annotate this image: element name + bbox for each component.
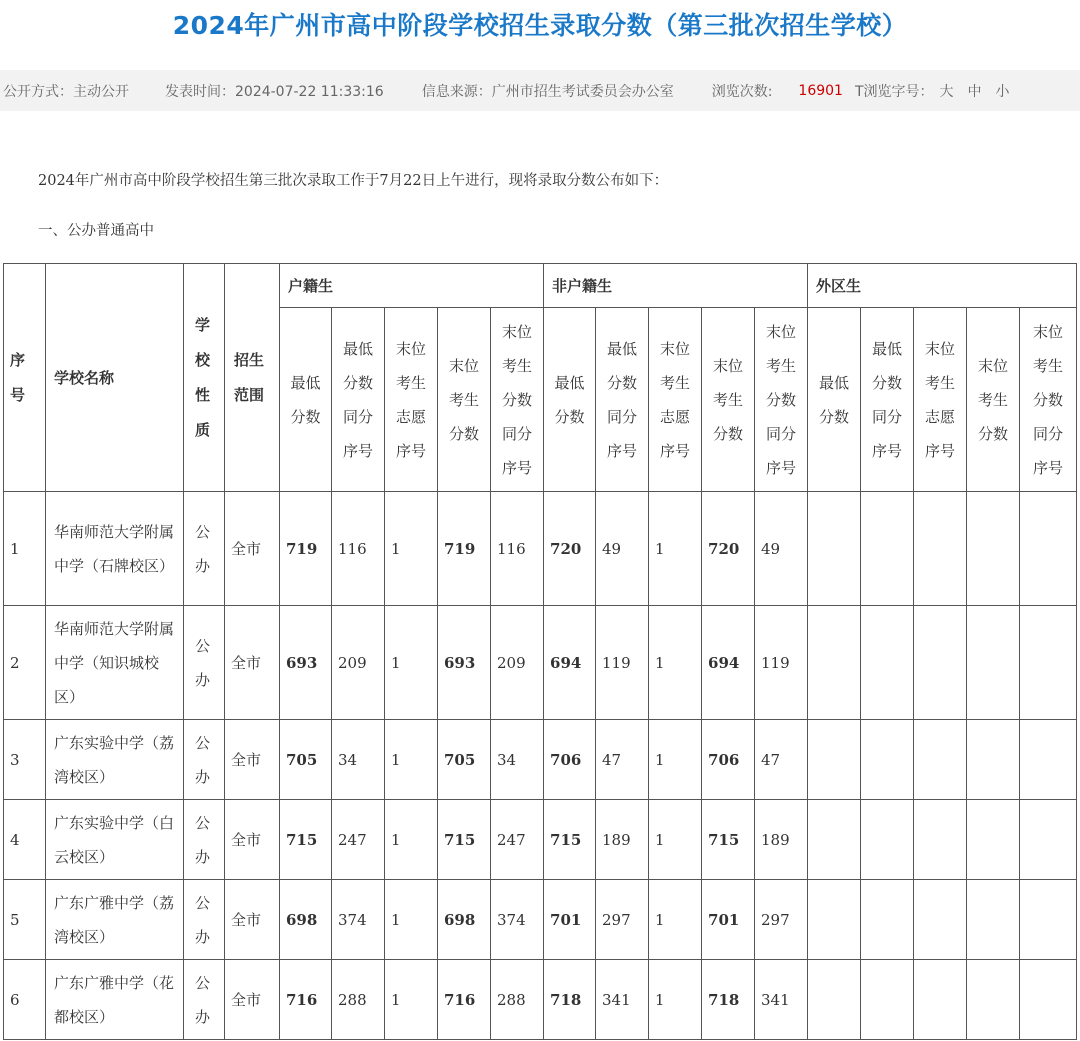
cell-out-district-3 bbox=[914, 800, 967, 880]
cell-scope: 全市 bbox=[225, 960, 280, 1040]
subheader-hukou-5: 末位考生分数同分序号 bbox=[491, 308, 544, 492]
cell-out-district-5 bbox=[1020, 960, 1077, 1040]
cell-scope: 全市 bbox=[225, 720, 280, 800]
publish-time: 发表时间：2024-07-22 11:33:16 bbox=[165, 83, 384, 100]
header-seq: 序号 bbox=[4, 264, 46, 492]
cell-non-hukou-1: 694 bbox=[544, 606, 596, 720]
cell-out-district-2 bbox=[861, 492, 914, 606]
subheader-out-district-4: 末位考生分数 bbox=[967, 308, 1020, 492]
disclosure-method: 公开方式：主动公开 bbox=[3, 83, 129, 100]
subheader-non-hukou-3: 末位考生志愿序号 bbox=[649, 308, 702, 492]
cell-non-hukou-1: 701 bbox=[544, 880, 596, 960]
cell-out-district-4 bbox=[967, 606, 1020, 720]
subheader-out-district-1: 最低分数 bbox=[808, 308, 861, 492]
cell-out-district-2 bbox=[861, 800, 914, 880]
cell-non-hukou-3: 1 bbox=[649, 606, 702, 720]
cell-out-district-5 bbox=[1020, 606, 1077, 720]
cell-out-district-1 bbox=[808, 720, 861, 800]
cell-non-hukou-4: 718 bbox=[702, 960, 755, 1040]
cell-hukou-5: 374 bbox=[491, 880, 544, 960]
cell-seq: 5 bbox=[4, 880, 46, 960]
group-header-hukou: 户籍生 bbox=[280, 264, 544, 308]
cell-school-name: 华南师范大学附属中学（石牌校区） bbox=[46, 492, 184, 606]
cell-hukou-5: 116 bbox=[491, 492, 544, 606]
info-source: 信息来源：广州市招生考试委员会办公室 bbox=[421, 83, 674, 100]
cell-non-hukou-5: 47 bbox=[755, 720, 808, 800]
cell-out-district-1 bbox=[808, 800, 861, 880]
table-row bbox=[4, 492, 1077, 606]
cell-scope: 全市 bbox=[225, 880, 280, 960]
cell-hukou-3: 1 bbox=[385, 960, 438, 1040]
cell-scope: 全市 bbox=[225, 800, 280, 880]
header-scope: 招生范围 bbox=[225, 264, 280, 492]
cell-school-nature: 公办 bbox=[184, 800, 225, 880]
cell-hukou-3: 1 bbox=[385, 880, 438, 960]
subheader-non-hukou-1: 最低分数 bbox=[544, 308, 596, 492]
font-size-label: T浏览字号： bbox=[854, 83, 934, 100]
table-row bbox=[4, 960, 1077, 1040]
cell-school-name: 广东实验中学（白云校区） bbox=[46, 800, 184, 880]
cell-school-name: 广东广雅中学（荔湾校区） bbox=[46, 880, 184, 960]
cell-seq: 3 bbox=[4, 720, 46, 800]
cell-out-district-3 bbox=[914, 880, 967, 960]
article-meta-bar bbox=[0, 70, 1080, 111]
cell-hukou-2: 116 bbox=[332, 492, 385, 606]
cell-hukou-3: 1 bbox=[385, 492, 438, 606]
cell-out-district-5 bbox=[1020, 880, 1077, 960]
cell-school-nature: 公办 bbox=[184, 880, 225, 960]
cell-hukou-5: 288 bbox=[491, 960, 544, 1040]
cell-non-hukou-4: 715 bbox=[702, 800, 755, 880]
cell-hukou-2: 374 bbox=[332, 880, 385, 960]
cell-out-district-4 bbox=[967, 720, 1020, 800]
cell-hukou-1: 705 bbox=[280, 720, 332, 800]
cell-non-hukou-2: 49 bbox=[596, 492, 649, 606]
cell-non-hukou-2: 189 bbox=[596, 800, 649, 880]
header-school-nature: 学校性质 bbox=[184, 264, 225, 492]
cell-non-hukou-1: 715 bbox=[544, 800, 596, 880]
cell-out-district-5 bbox=[1020, 492, 1077, 606]
cell-non-hukou-4: 720 bbox=[702, 492, 755, 606]
subheader-hukou-3: 末位考生志愿序号 bbox=[385, 308, 438, 492]
cell-out-district-5 bbox=[1020, 720, 1077, 800]
table-row bbox=[4, 606, 1077, 720]
cell-hukou-5: 247 bbox=[491, 800, 544, 880]
cell-non-hukou-3: 1 bbox=[649, 880, 702, 960]
subheader-non-hukou-2: 最低分数同分序号 bbox=[596, 308, 649, 492]
cell-non-hukou-4: 706 bbox=[702, 720, 755, 800]
cell-non-hukou-5: 119 bbox=[755, 606, 808, 720]
cell-out-district-2 bbox=[861, 880, 914, 960]
cell-hukou-3: 1 bbox=[385, 800, 438, 880]
subheader-non-hukou-4: 末位考生分数 bbox=[702, 308, 755, 492]
cell-hukou-2: 34 bbox=[332, 720, 385, 800]
cell-out-district-4 bbox=[967, 960, 1020, 1040]
views-count: 16901 bbox=[798, 82, 843, 99]
cell-non-hukou-3: 1 bbox=[649, 492, 702, 606]
cell-out-district-4 bbox=[967, 800, 1020, 880]
cell-scope: 全市 bbox=[225, 606, 280, 720]
table-row bbox=[4, 800, 1077, 880]
cell-non-hukou-5: 189 bbox=[755, 800, 808, 880]
cell-school-nature: 公办 bbox=[184, 492, 225, 606]
subheader-non-hukou-5: 末位考生分数同分序号 bbox=[755, 308, 808, 492]
cell-non-hukou-2: 47 bbox=[596, 720, 649, 800]
cell-out-district-3 bbox=[914, 492, 967, 606]
cell-non-hukou-4: 694 bbox=[702, 606, 755, 720]
cell-hukou-4: 719 bbox=[438, 492, 491, 606]
cell-school-nature: 公办 bbox=[184, 960, 225, 1040]
cell-hukou-4: 705 bbox=[438, 720, 491, 800]
cell-school-name: 华南师范大学附属中学（知识城校区） bbox=[46, 606, 184, 720]
cell-non-hukou-3: 1 bbox=[649, 720, 702, 800]
subheader-hukou-1: 最低分数 bbox=[280, 308, 332, 492]
cell-out-district-1 bbox=[808, 492, 861, 606]
cell-hukou-2: 288 bbox=[332, 960, 385, 1040]
section-heading: 一、公办普通高中 bbox=[38, 223, 154, 239]
cell-out-district-1 bbox=[808, 606, 861, 720]
subheader-hukou-2: 最低分数同分序号 bbox=[332, 308, 385, 492]
group-header-non-hukou: 非户籍生 bbox=[544, 264, 808, 308]
cell-hukou-3: 1 bbox=[385, 606, 438, 720]
cell-out-district-3 bbox=[914, 606, 967, 720]
cell-non-hukou-2: 341 bbox=[596, 960, 649, 1040]
cell-out-district-4 bbox=[967, 880, 1020, 960]
cell-out-district-2 bbox=[861, 720, 914, 800]
cell-non-hukou-5: 49 bbox=[755, 492, 808, 606]
cell-school-name: 广东实验中学（荔湾校区） bbox=[46, 720, 184, 800]
cell-seq: 4 bbox=[4, 800, 46, 880]
cell-out-district-2 bbox=[861, 960, 914, 1040]
cell-hukou-4: 693 bbox=[438, 606, 491, 720]
subheader-out-district-3: 末位考生志愿序号 bbox=[914, 308, 967, 492]
cell-out-district-1 bbox=[808, 880, 861, 960]
admission-score-table bbox=[3, 263, 1077, 1040]
cell-hukou-4: 715 bbox=[438, 800, 491, 880]
page-title: 2024年广州市高中阶段学校招生录取分数（第三批次招生学校） bbox=[172, 11, 908, 40]
cell-out-district-5 bbox=[1020, 800, 1077, 880]
cell-non-hukou-1: 720 bbox=[544, 492, 596, 606]
cell-hukou-3: 1 bbox=[385, 720, 438, 800]
cell-school-nature: 公办 bbox=[184, 720, 225, 800]
cell-hukou-5: 209 bbox=[491, 606, 544, 720]
group-header-out-district: 外区生 bbox=[808, 264, 1077, 308]
table-body bbox=[4, 492, 1077, 1040]
cell-out-district-3 bbox=[914, 960, 967, 1040]
table-row bbox=[4, 880, 1077, 960]
cell-seq: 2 bbox=[4, 606, 46, 720]
subheader-out-district-5: 末位考生分数同分序号 bbox=[1020, 308, 1077, 492]
table-row bbox=[4, 720, 1077, 800]
cell-hukou-1: 719 bbox=[280, 492, 332, 606]
cell-hukou-1: 693 bbox=[280, 606, 332, 720]
cell-hukou-1: 716 bbox=[280, 960, 332, 1040]
cell-hukou-1: 698 bbox=[280, 880, 332, 960]
cell-seq: 1 bbox=[4, 492, 46, 606]
cell-non-hukou-5: 341 bbox=[755, 960, 808, 1040]
table-header-row bbox=[4, 264, 1077, 308]
intro-paragraph: 2024年广州市高中阶段学校招生第三批次录取工作于7月22日上午进行，现将录取分数公布如下： bbox=[38, 173, 669, 189]
cell-out-district-3 bbox=[914, 720, 967, 800]
cell-hukou-1: 715 bbox=[280, 800, 332, 880]
views-label: 浏览次数: bbox=[711, 83, 773, 100]
subheader-hukou-4: 末位考生分数 bbox=[438, 308, 491, 492]
cell-non-hukou-1: 718 bbox=[544, 960, 596, 1040]
cell-non-hukou-5: 297 bbox=[755, 880, 808, 960]
cell-non-hukou-2: 119 bbox=[596, 606, 649, 720]
subheader-out-district-2: 最低分数同分序号 bbox=[861, 308, 914, 492]
cell-scope: 全市 bbox=[225, 492, 280, 606]
font-size-small-button[interactable]: 小 bbox=[995, 83, 1010, 100]
cell-non-hukou-3: 1 bbox=[649, 800, 702, 880]
cell-hukou-4: 716 bbox=[438, 960, 491, 1040]
cell-non-hukou-3: 1 bbox=[649, 960, 702, 1040]
header-school-name: 学校名称 bbox=[46, 264, 184, 492]
cell-non-hukou-2: 297 bbox=[596, 880, 649, 960]
font-size-medium-button[interactable]: 中 bbox=[967, 83, 982, 100]
cell-hukou-2: 247 bbox=[332, 800, 385, 880]
cell-hukou-4: 698 bbox=[438, 880, 491, 960]
cell-out-district-1 bbox=[808, 960, 861, 1040]
font-size-large-button[interactable]: 大 bbox=[939, 83, 954, 100]
cell-hukou-2: 209 bbox=[332, 606, 385, 720]
cell-school-nature: 公办 bbox=[184, 606, 225, 720]
cell-seq: 6 bbox=[4, 960, 46, 1040]
cell-out-district-4 bbox=[967, 492, 1020, 606]
cell-non-hukou-1: 706 bbox=[544, 720, 596, 800]
cell-hukou-5: 34 bbox=[491, 720, 544, 800]
cell-school-name: 广东广雅中学（花都校区） bbox=[46, 960, 184, 1040]
cell-out-district-2 bbox=[861, 606, 914, 720]
cell-non-hukou-4: 701 bbox=[702, 880, 755, 960]
